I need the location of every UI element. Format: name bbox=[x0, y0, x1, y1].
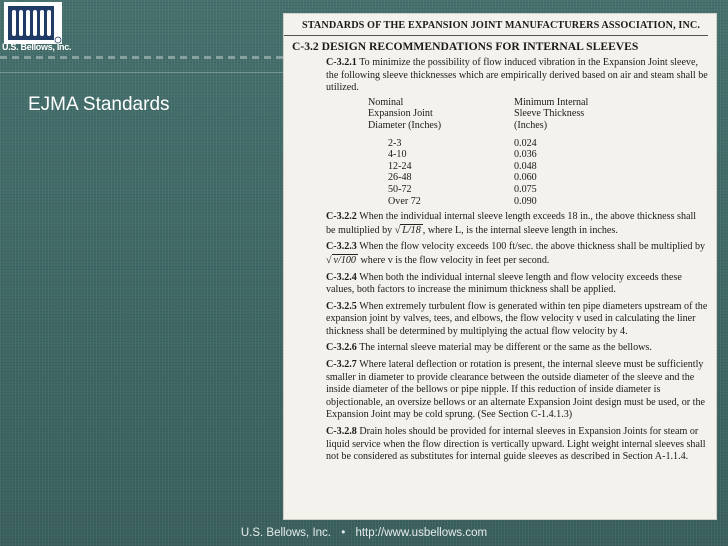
paragraph-c-3-2-6 bbox=[326, 342, 708, 355]
table-row: 12-24 0.048 bbox=[388, 160, 537, 172]
paragraph-text: When both the individual internal sleeve length and flow velocity exceeds these values, both factors to increase the minimum thickness shall be applied. bbox=[326, 271, 682, 296]
scanned-document bbox=[284, 14, 716, 519]
sqrt-symbol: √ bbox=[394, 224, 401, 236]
document-header: STANDARDS OF THE EXPANSION JOINT MANUFACTURERS ASSOCIATION, INC. bbox=[302, 20, 701, 31]
paragraph-text: , where L, is the internal sleeve length in inches. bbox=[422, 224, 618, 236]
footer-company: U.S. Bellows, Inc. bbox=[240, 527, 331, 539]
section-title: C-3.2 DESIGN RECOMMENDATIONS FOR INTERNAL SLEEVES bbox=[292, 40, 639, 53]
paragraph-id: C-3.2.8 bbox=[326, 426, 357, 438]
table-row: 4-10 0.036 bbox=[388, 149, 537, 161]
paragraph-id: C-3.2.5 bbox=[326, 300, 357, 312]
table-row: 50-72 0.075 bbox=[388, 183, 537, 195]
formula-sqrt: v/100 bbox=[333, 254, 356, 266]
footer-bullet: • bbox=[341, 527, 346, 539]
slide-title: EJMA Standards bbox=[28, 94, 170, 115]
paragraph-id: C-3.2.1 bbox=[326, 57, 357, 68]
table-row: 2-3 0.024 bbox=[388, 137, 537, 149]
paragraph-text: where v is the flow velocity in feet per second. bbox=[360, 254, 550, 266]
paragraph-id: C-3.2.2 bbox=[326, 211, 357, 223]
table-row: Over 72 0.090 bbox=[388, 195, 537, 207]
paragraph-text: To minimize the possibility of flow induced vibration in the Expansion Joint sleeve, the following sleeve thicknesses which are empirically derived based on air and steam shall be utilized. bbox=[326, 57, 708, 94]
paragraph-text: The internal sleeve material may be different or the same as the bellows. bbox=[359, 342, 652, 354]
sqrt-symbol: √ bbox=[326, 254, 332, 266]
decorative-rule bbox=[0, 56, 290, 59]
paragraph-id: C-3.2.7 bbox=[326, 359, 357, 371]
paragraph-text: When the flow velocity exceeds 100 ft/sec. the above thickness shall be multiplied by bbox=[359, 241, 706, 253]
footer-url: http://www.usbellows.com bbox=[355, 527, 488, 539]
paragraph-c-3-2-7 bbox=[326, 359, 708, 422]
decorative-line bbox=[0, 72, 290, 73]
bellows-logo-icon bbox=[4, 2, 62, 44]
table-header-row bbox=[368, 97, 588, 132]
paragraph-text: Drain holes should be provided for internal sleeves in Expansion Joints for steam or liquid service when the flow direction is vertically upward. Light weight internal sleeves shall not be considered as substitutes for internal guide sleeves as described in Section A-1.1.4. bbox=[326, 426, 706, 463]
paragraph-id: C-3.2.3 bbox=[326, 241, 357, 253]
paragraph-c-3-2-4 bbox=[326, 272, 708, 297]
paragraph-id: C-3.2.4 bbox=[326, 271, 357, 283]
logo-caption: U.S. Bellows, Inc. bbox=[2, 42, 72, 52]
column-header-diameter: Nominal Expansion Joint Diameter (Inches) bbox=[368, 96, 442, 131]
sleeve-thickness-table bbox=[368, 97, 588, 207]
paragraph-c-3-2-3 bbox=[326, 241, 708, 267]
paragraph-id: C-3.2.6 bbox=[326, 342, 357, 354]
paragraph-c-3-2-8 bbox=[326, 426, 708, 464]
paragraph-text: When the individual internal sleeve length exceeds 18 in., the above thickness shall be multiplied by bbox=[326, 211, 697, 236]
slide-footer bbox=[0, 527, 728, 539]
table-row: 26-48 0.060 bbox=[388, 172, 537, 184]
paragraph-c-3-2-1 bbox=[326, 57, 708, 95]
paragraph-c-3-2-2 bbox=[326, 211, 708, 237]
header-divider bbox=[284, 35, 708, 36]
paragraph-c-3-2-5 bbox=[326, 301, 708, 339]
column-header-thickness: Minimum Internal Sleeve Thickness (Inches) bbox=[514, 96, 589, 131]
paragraph-text: When extremely turbulent flow is generated within ten pipe diameters upstream of the expansion joint by valves, tees, and elbows, the flow velocity v used in calculating the liner thickness shall be determined by multiplying the actual flow velocity by 4. bbox=[326, 300, 708, 337]
formula-sqrt: L/18 bbox=[402, 224, 421, 236]
paragraph-text: Where lateral deflection or rotation is present, the internal sleeve must be sufficiently smaller in diameter to provide clearance between the outside diameter of the sleeve and the inside diameter of the bellows or pipe nipple. If this reduction of inside diameter is objectionable, an oversize bellows or an alternate Expansion Joint design must be used, or the Expansion Joint may be cold sprung. (See Section C-1.4.1.3) bbox=[326, 359, 705, 421]
